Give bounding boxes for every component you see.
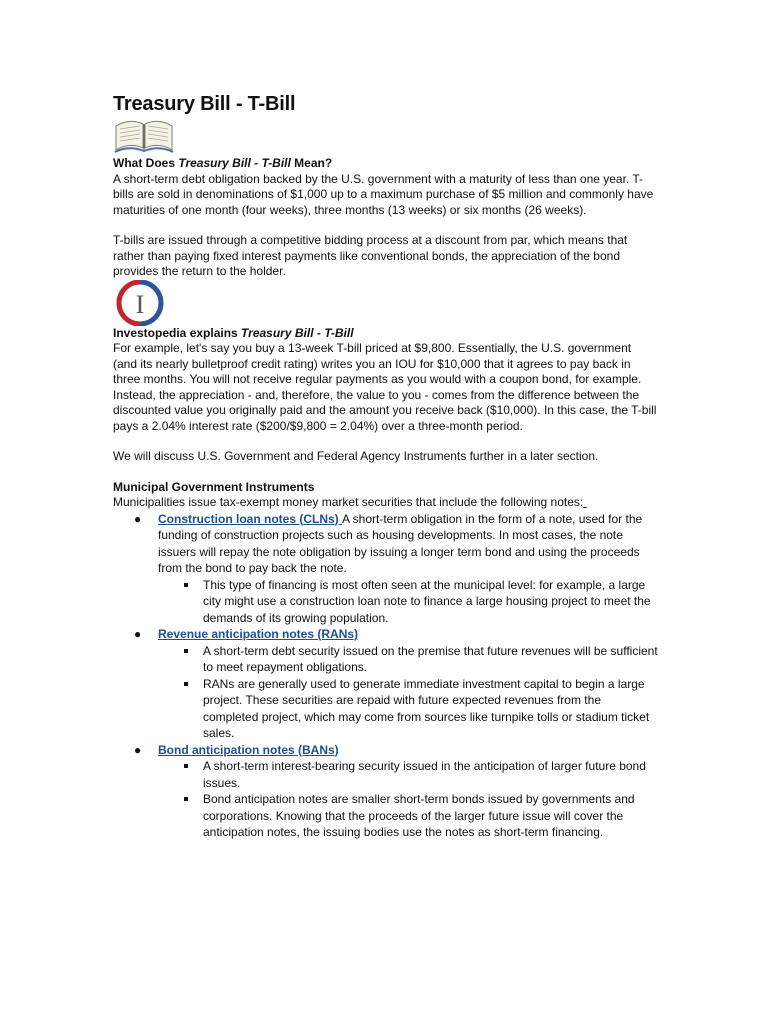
sub-list-item xyxy=(203,643,658,676)
logo-letter: I xyxy=(135,289,145,319)
municipal-intro-text: Municipalities issue tax-exempt money market securities that include the following notes: xyxy=(113,495,584,509)
sub-list-item xyxy=(203,676,658,742)
heading-term: Treasury Bill - T-Bill xyxy=(178,156,291,170)
bans-sublist xyxy=(158,758,658,841)
explains-term: Treasury Bill - T-Bill xyxy=(241,325,354,340)
sub-list-item xyxy=(203,791,658,841)
page-title: Treasury Bill - T-Bill xyxy=(113,93,296,115)
sub-item-text: Bond anticipation notes are smaller short-term bonds issued by governments and corporations. Knowing that the proceeds of the larger future issue will cover the anticipation notes, the issuing bodies use the notes as short-term financing. xyxy=(203,792,635,839)
bans-link[interactable]: Bond anticipation notes (BANs) xyxy=(158,742,339,757)
sub-item-text: This type of financing is most often seen at the municipal level: for example, a large city might use a construction loan note to finance a large housing project to meet the demands of its growing population. xyxy=(203,577,651,625)
sub-item-text: A short-term debt security issued on the premise that future revenues will be sufficient to meet repayment obligations. xyxy=(203,643,658,674)
municipal-intro xyxy=(113,495,658,511)
explains-prefix: Investopedia explains xyxy=(113,325,242,340)
example-paragraph: For example, let's say you buy a 13-week T-bill priced at $9,800. Essentially, the U.S. government (and its nearly bulletproof credit rating) writes you an IOU for $10,000 that it agrees to pay back in three months. You will not receive regular payments as you would with a coupon bond, for example. Instead, the appreciation - and, therefore, the value to you - comes from the difference between the discounted value you originally paid and the amount you receive back ($10,000). In this case, the T-bill pays a 2.04% interest rate ($200/$9,800 = 2.04%) over a three-month period. xyxy=(113,341,657,433)
square-bullet-icon xyxy=(184,682,188,686)
square-bullet-icon xyxy=(184,797,188,801)
clns-sublist xyxy=(158,577,658,627)
square-bullet-icon xyxy=(184,649,188,653)
municipal-heading: Municipal Government Instruments xyxy=(113,479,315,494)
explains-heading xyxy=(113,326,658,342)
sub-item-text: RANs are generally used to generate immediate investment capital to begin a large project. These securities are repaid with future expected revenues from the completed project, which may come from sources like turnpike tolls or stadium ticket sales. xyxy=(203,676,650,740)
square-bullet-icon xyxy=(184,764,188,768)
sub-list-item xyxy=(203,758,658,791)
definition-paragraph: A short-term debt obligation backed by the U.S. government with a maturity of less than one year. T-bills are sold in denominations of $1,000 up to a maximum purchase of $5 million and commonly have maturities of one month (four weeks), three months (13 weeks) or six months (26 weeks). xyxy=(113,171,654,217)
bidding-paragraph: T-bills are issued through a competitive bidding process at a discount from par, which means that rather than paying fixed interest payments like conventional bonds, the appreciation of the bond provides the return to the holder. xyxy=(113,233,628,278)
bullet-icon: ● xyxy=(134,511,142,526)
rans-link[interactable]: Revenue anticipation notes (RANs) xyxy=(158,627,359,641)
heading-prefix: What Does xyxy=(113,156,179,170)
sub-item-text: A short-term interest-bearing security issued in the anticipation of larger future bond issues. xyxy=(203,759,646,790)
document-page xyxy=(113,92,658,841)
list-item-clns xyxy=(134,511,658,627)
heading-suffix: Mean? xyxy=(290,156,333,170)
bullet-icon: ● xyxy=(134,742,142,757)
list-item-bans xyxy=(134,742,658,841)
open-book-icon xyxy=(113,116,175,156)
bullet-icon: ● xyxy=(134,627,142,641)
clns-link[interactable]: Construction loan notes (CLNs) xyxy=(158,511,342,526)
list-item-rans xyxy=(134,626,658,742)
notes-list xyxy=(113,511,658,841)
discuss-paragraph: We will discuss U.S. Government and Federal Agency Instruments further in a later section. xyxy=(113,449,599,463)
square-bullet-icon xyxy=(184,583,188,587)
clns-description: A short-term obligation in the form of a note, used for the funding of construction projects such as housing developments. In most cases, the note issuers will repay the note obligation by issuing a longer term bond and using the proceeds from the bond to pay back the note. xyxy=(158,511,643,575)
investopedia-logo xyxy=(113,280,167,326)
what-does-heading xyxy=(113,156,658,172)
rans-sublist xyxy=(158,643,658,742)
sub-list-item xyxy=(203,577,658,627)
